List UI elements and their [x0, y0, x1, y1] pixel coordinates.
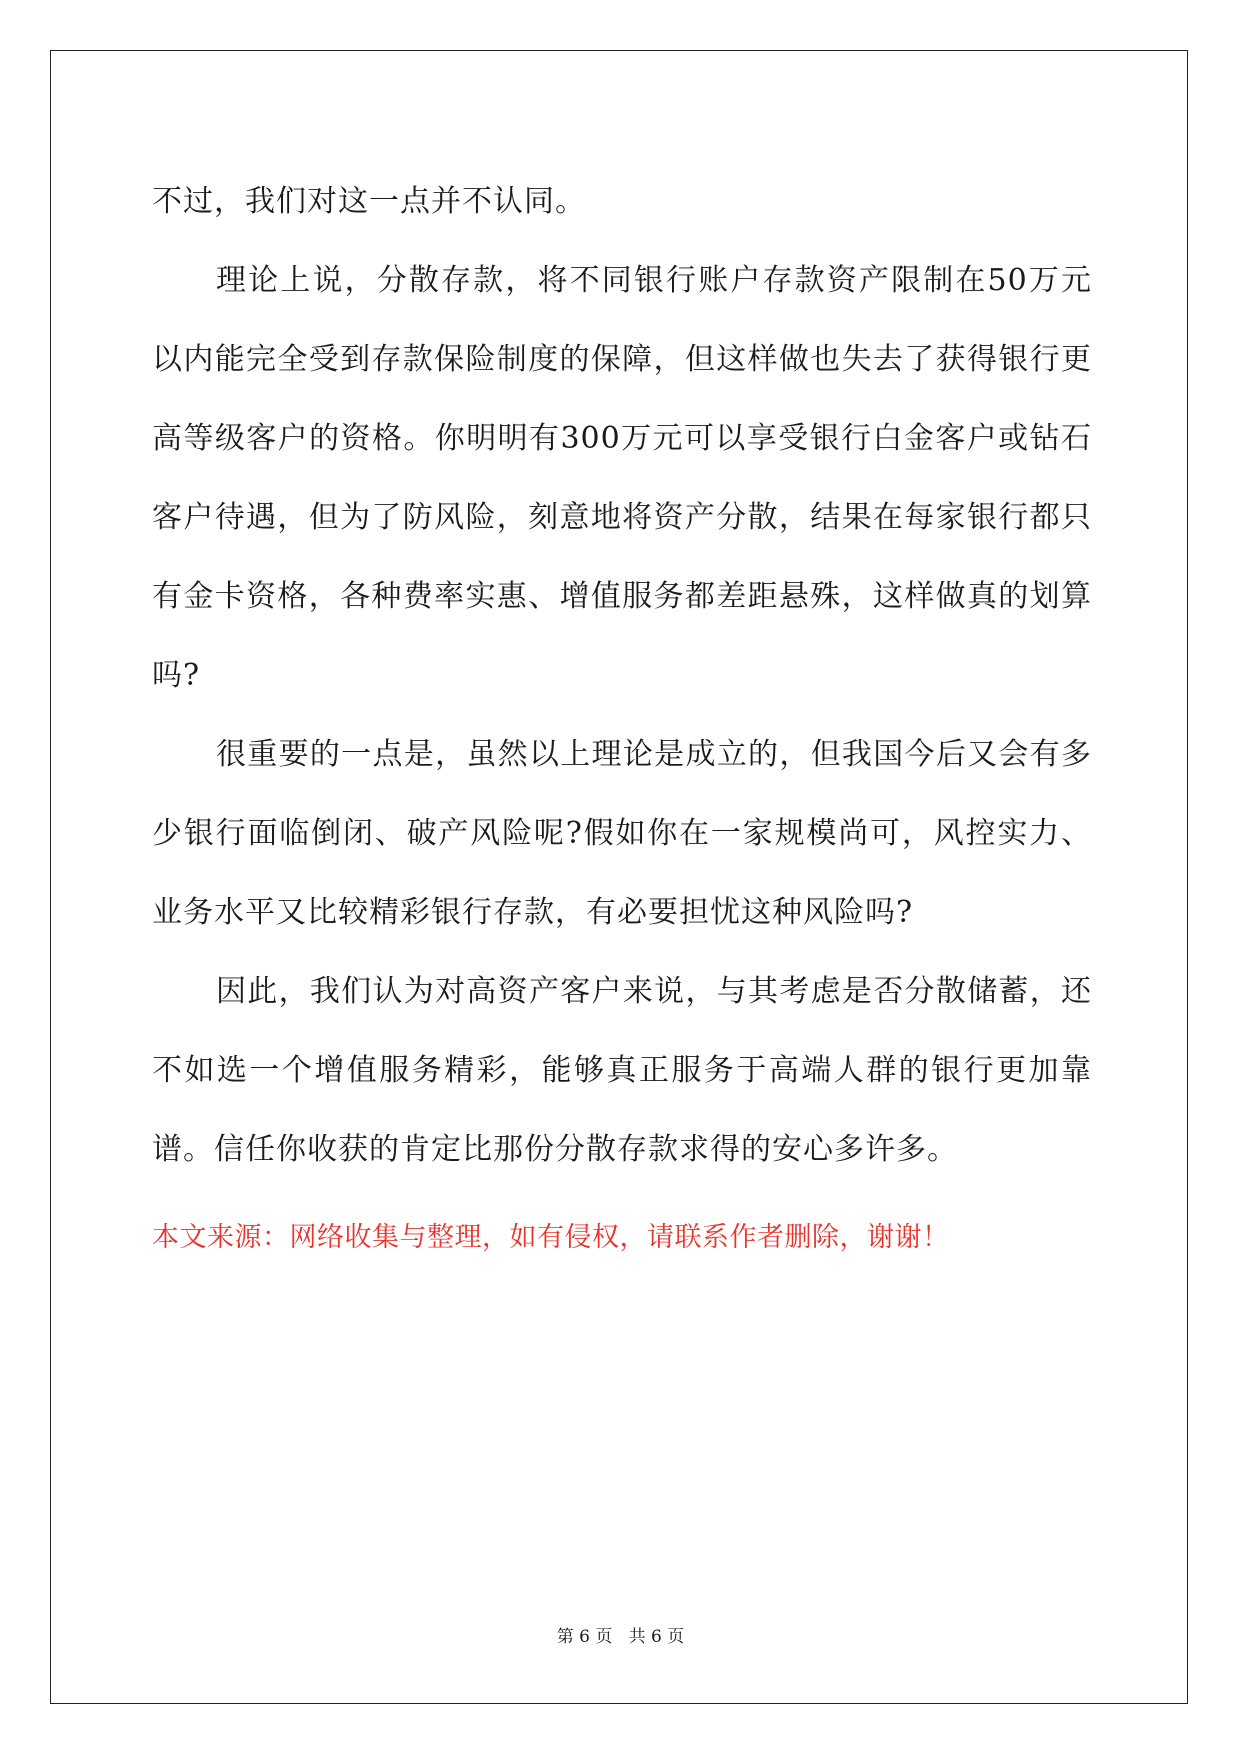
paragraph-3: 很重要的一点是，虽然以上理论是成立的，但我国今后又会有多少银行面临倒闭、破产风险呢?假如你在一家规模尚可，风控实力、业务水平又比较精彩银行存款，有必要担忧这种风险吗? — [152, 737, 1092, 930]
paragraph-1: 不过，我们对这一点并不认同。 — [152, 184, 586, 219]
page-footer: 第 6 页 共 6 页 — [556, 1627, 685, 1647]
paragraph-4: 因此，我们认为对高资产客户来说，与其考虑是否分散储蓄，还不如选一个增值服务精彩，能够真正服务于高端人群的银行更加靠谱。信任你收获的肯定比那份分散存款求得的安心多许多。 — [152, 974, 1092, 1167]
source-note: 本文来源：网络收集与整理，如有侵权，请联系作者删除，谢谢！ — [152, 1222, 950, 1253]
paragraph-2: 理论上说，分散存款，将不同银行账户存款资产限制在50万元以内能完全受到存款保险制度的保障，但这样做也失去了获得银行更高等级客户的资格。你明明有300万元可以享受银行白金客户或钻石客户待遇，但为了防风险，刻意地将资产分散，结果在每家银行都只有金卡资格，各种费率实惠、增值服务都差距悬殊，这样做真的划算吗? — [152, 263, 1092, 693]
document-body — [152, 162, 1092, 1189]
